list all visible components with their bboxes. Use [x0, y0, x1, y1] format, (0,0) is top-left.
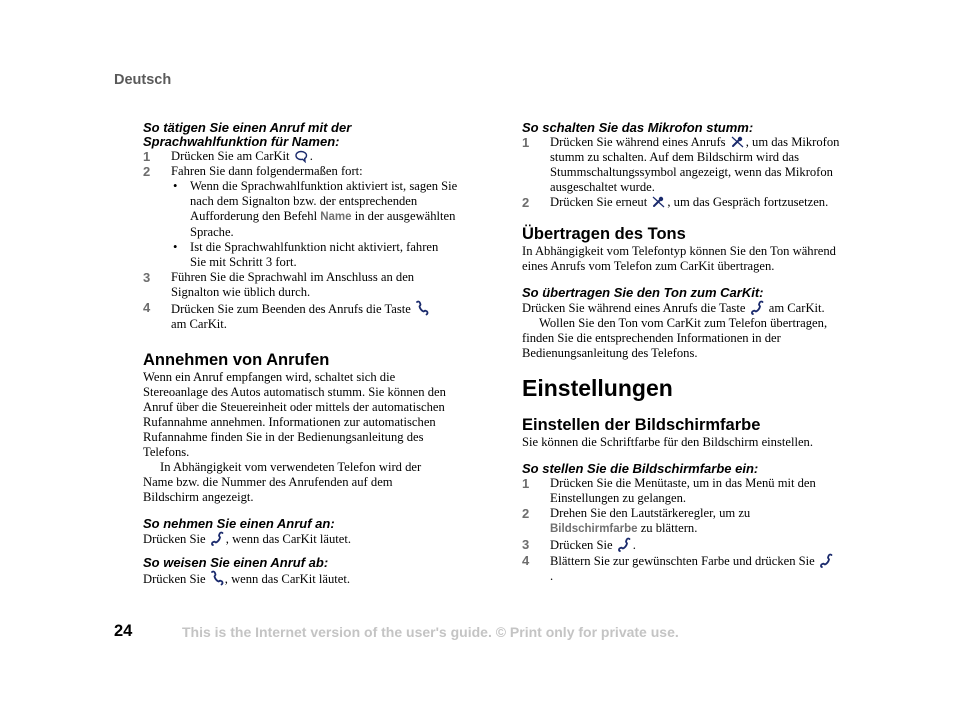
end-call-icon [415, 300, 429, 316]
bullet-dot: • [173, 240, 178, 254]
screen-color-step-3 [522, 537, 857, 553]
bullet-text: in der ausgewählten Sprache. [190, 209, 456, 239]
settings-heading: Einstellungen [522, 375, 673, 401]
reject-call-heading: So weisen Sie einen Anruf ab: [143, 555, 329, 570]
step-text: Führen Sie die Sprachwahl im Anschluss an den Signalton wie üblich durch. [171, 270, 415, 299]
step-text: . [632, 538, 636, 552]
step-number: 3 [522, 537, 530, 552]
answer-call-icon [750, 300, 765, 315]
transfer-text-a: Drücken Sie während eines Anrufs die Taste [522, 301, 746, 315]
mute-heading: So schalten Sie das Mikrofon stumm: [522, 120, 754, 135]
screen-color-step-4 [522, 553, 857, 584]
footer-notice: This is the Internet version of the user's guide. © Print only for private use. [182, 624, 679, 640]
step-text: , um das Mikrofon stumm zu schalten. Auf dem Bildschirm wird das Stummschaltungssymbol angezeigt, wenn das Mikrofon ausgeschaltet wurde. [550, 135, 840, 194]
step-text: Fahren Sie dann folgendermaßen fort: [171, 164, 363, 178]
step-text: Drücken Sie erneut [550, 195, 648, 209]
voice-dial-step-3 [143, 270, 473, 300]
answer-call-icon [210, 531, 225, 546]
voice-dial-step-2 [143, 164, 473, 179]
step-text: Drehen Sie den Lautstärkeregler, um zu [550, 506, 751, 520]
screen-color-paragraph: Sie können die Schriftfarbe für den Bildschirm einstellen. [522, 435, 813, 449]
take-call-text-b: , wenn das CarKit läutet. [225, 532, 351, 546]
step-text: zu blättern. [640, 521, 698, 535]
right-column [522, 121, 857, 584]
step-number: 2 [522, 195, 530, 210]
voice-dial-bullet-1 [143, 179, 473, 240]
answer-call-icon [617, 537, 632, 552]
bullet-text: Wenn die Sprachwahlfunktion aktiviert ist, sagen Sie nach dem Signalton bzw. der entsprechenden Aufforderung den Befehl [190, 179, 458, 223]
step-text: Drücken Sie [550, 538, 613, 552]
end-call-icon [210, 570, 224, 586]
transfer-to-carkit-text [522, 300, 857, 316]
mute-step-2 [522, 195, 857, 210]
step-number: 3 [143, 270, 151, 285]
step-number: 4 [143, 300, 151, 315]
reject-call-text-a: Drücken Sie [143, 572, 206, 586]
voice-dial-step-1 [143, 149, 473, 164]
step-text: , um das Gespräch fortzusetzen. [667, 195, 829, 209]
page-number: 24 [114, 622, 133, 640]
step-text: Drücken Sie zum Beenden des Anrufs die Taste [171, 302, 411, 316]
ui-term-name: Name [320, 211, 352, 223]
take-call-heading: So nehmen Sie einen Anruf an: [143, 516, 335, 531]
reject-call-text-b: , wenn das CarKit läutet. [224, 572, 350, 586]
step-number: 1 [522, 476, 530, 491]
screen-color-step-1 [522, 476, 857, 506]
transfer-sound-heading: Übertragen des Tons [522, 225, 686, 243]
answer-calls-paragraph-1: Wenn ein Anruf empfangen wird, schaltet sich die Stereoanlage des Autos automatisch stumm. Sie können den Anruf über die Steuereinheit oder mittels der automatischen Rufannahme annehmen. Informationen zur automatischen Rufannahme finden Sie in der Bedienungsanleitung des Telefons. [143, 370, 446, 459]
screen-color-step-2 [522, 506, 857, 537]
step-number: 1 [143, 149, 151, 164]
transfer-text-b: am CarKit. [768, 301, 825, 315]
voice-dial-step-4 [143, 300, 473, 332]
take-call-text-a: Drücken Sie [143, 532, 206, 546]
mute-step-1 [522, 135, 857, 195]
step-text: Drücken Sie am CarKit [171, 149, 290, 163]
bullet-text: Ist die Sprachwahlfunktion nicht aktiviert, fahren Sie mit Schritt 3 fort. [190, 240, 439, 269]
step-number: 2 [522, 506, 530, 521]
ui-term-screen-color: Bildschirmfarbe [550, 523, 638, 535]
voice-dial-bullet-2 [143, 240, 473, 270]
answer-calls-paragraph-2: In Abhängigkeit vom verwendeten Telefon wird der Name bzw. die Nummer des Anrufenden auf dem Bildschirm angezeigt. [143, 460, 422, 504]
answer-calls-heading: Annehmen von Anrufen [143, 351, 330, 369]
microphone-mute-icon [730, 135, 745, 149]
voice-dial-icon [294, 149, 309, 163]
reject-call-text [143, 570, 473, 587]
answer-call-icon [819, 553, 834, 568]
screen-color-heading: Einstellen der Bildschirmfarbe [522, 416, 761, 434]
transfer-to-phone-text: Wollen Sie den Ton vom CarKit zum Telefon übertragen, finden Sie die entsprechenden Informationen in der Bedienungsanleitung des Telefons. [522, 316, 828, 360]
left-column [143, 121, 473, 587]
microphone-mute-icon [651, 195, 666, 209]
set-screen-color-heading: So stellen Sie die Bildschirmfarbe ein: [522, 461, 759, 476]
step-number: 2 [143, 164, 151, 179]
step-text: am CarKit. [171, 317, 227, 331]
step-text: Drücken Sie während eines Anrufs [550, 135, 726, 149]
take-call-text [143, 531, 473, 547]
transfer-sound-paragraph: In Abhängigkeit vom Telefontyp können Sie den Ton während eines Anrufs vom Telefon zum CarKit übertragen. [522, 244, 836, 273]
section-language-label: Deutsch [114, 72, 172, 88]
step-number: 4 [522, 553, 530, 568]
step-text: . [309, 149, 313, 163]
bullet-dot: • [173, 179, 178, 193]
step-text: . [550, 569, 554, 583]
transfer-to-carkit-heading: So übertragen Sie den Ton zum CarKit: [522, 285, 764, 300]
step-number: 1 [522, 135, 530, 150]
step-text: Drücken Sie die Menütaste, um in das Menü mit den Einstellungen zu gelangen. [550, 476, 816, 505]
voice-dial-heading: So tätigen Sie einen Anruf mit der Sprachwahlfunktion für Namen: [143, 120, 352, 149]
step-text: Blättern Sie zur gewünschten Farbe und drücken Sie [550, 554, 815, 568]
